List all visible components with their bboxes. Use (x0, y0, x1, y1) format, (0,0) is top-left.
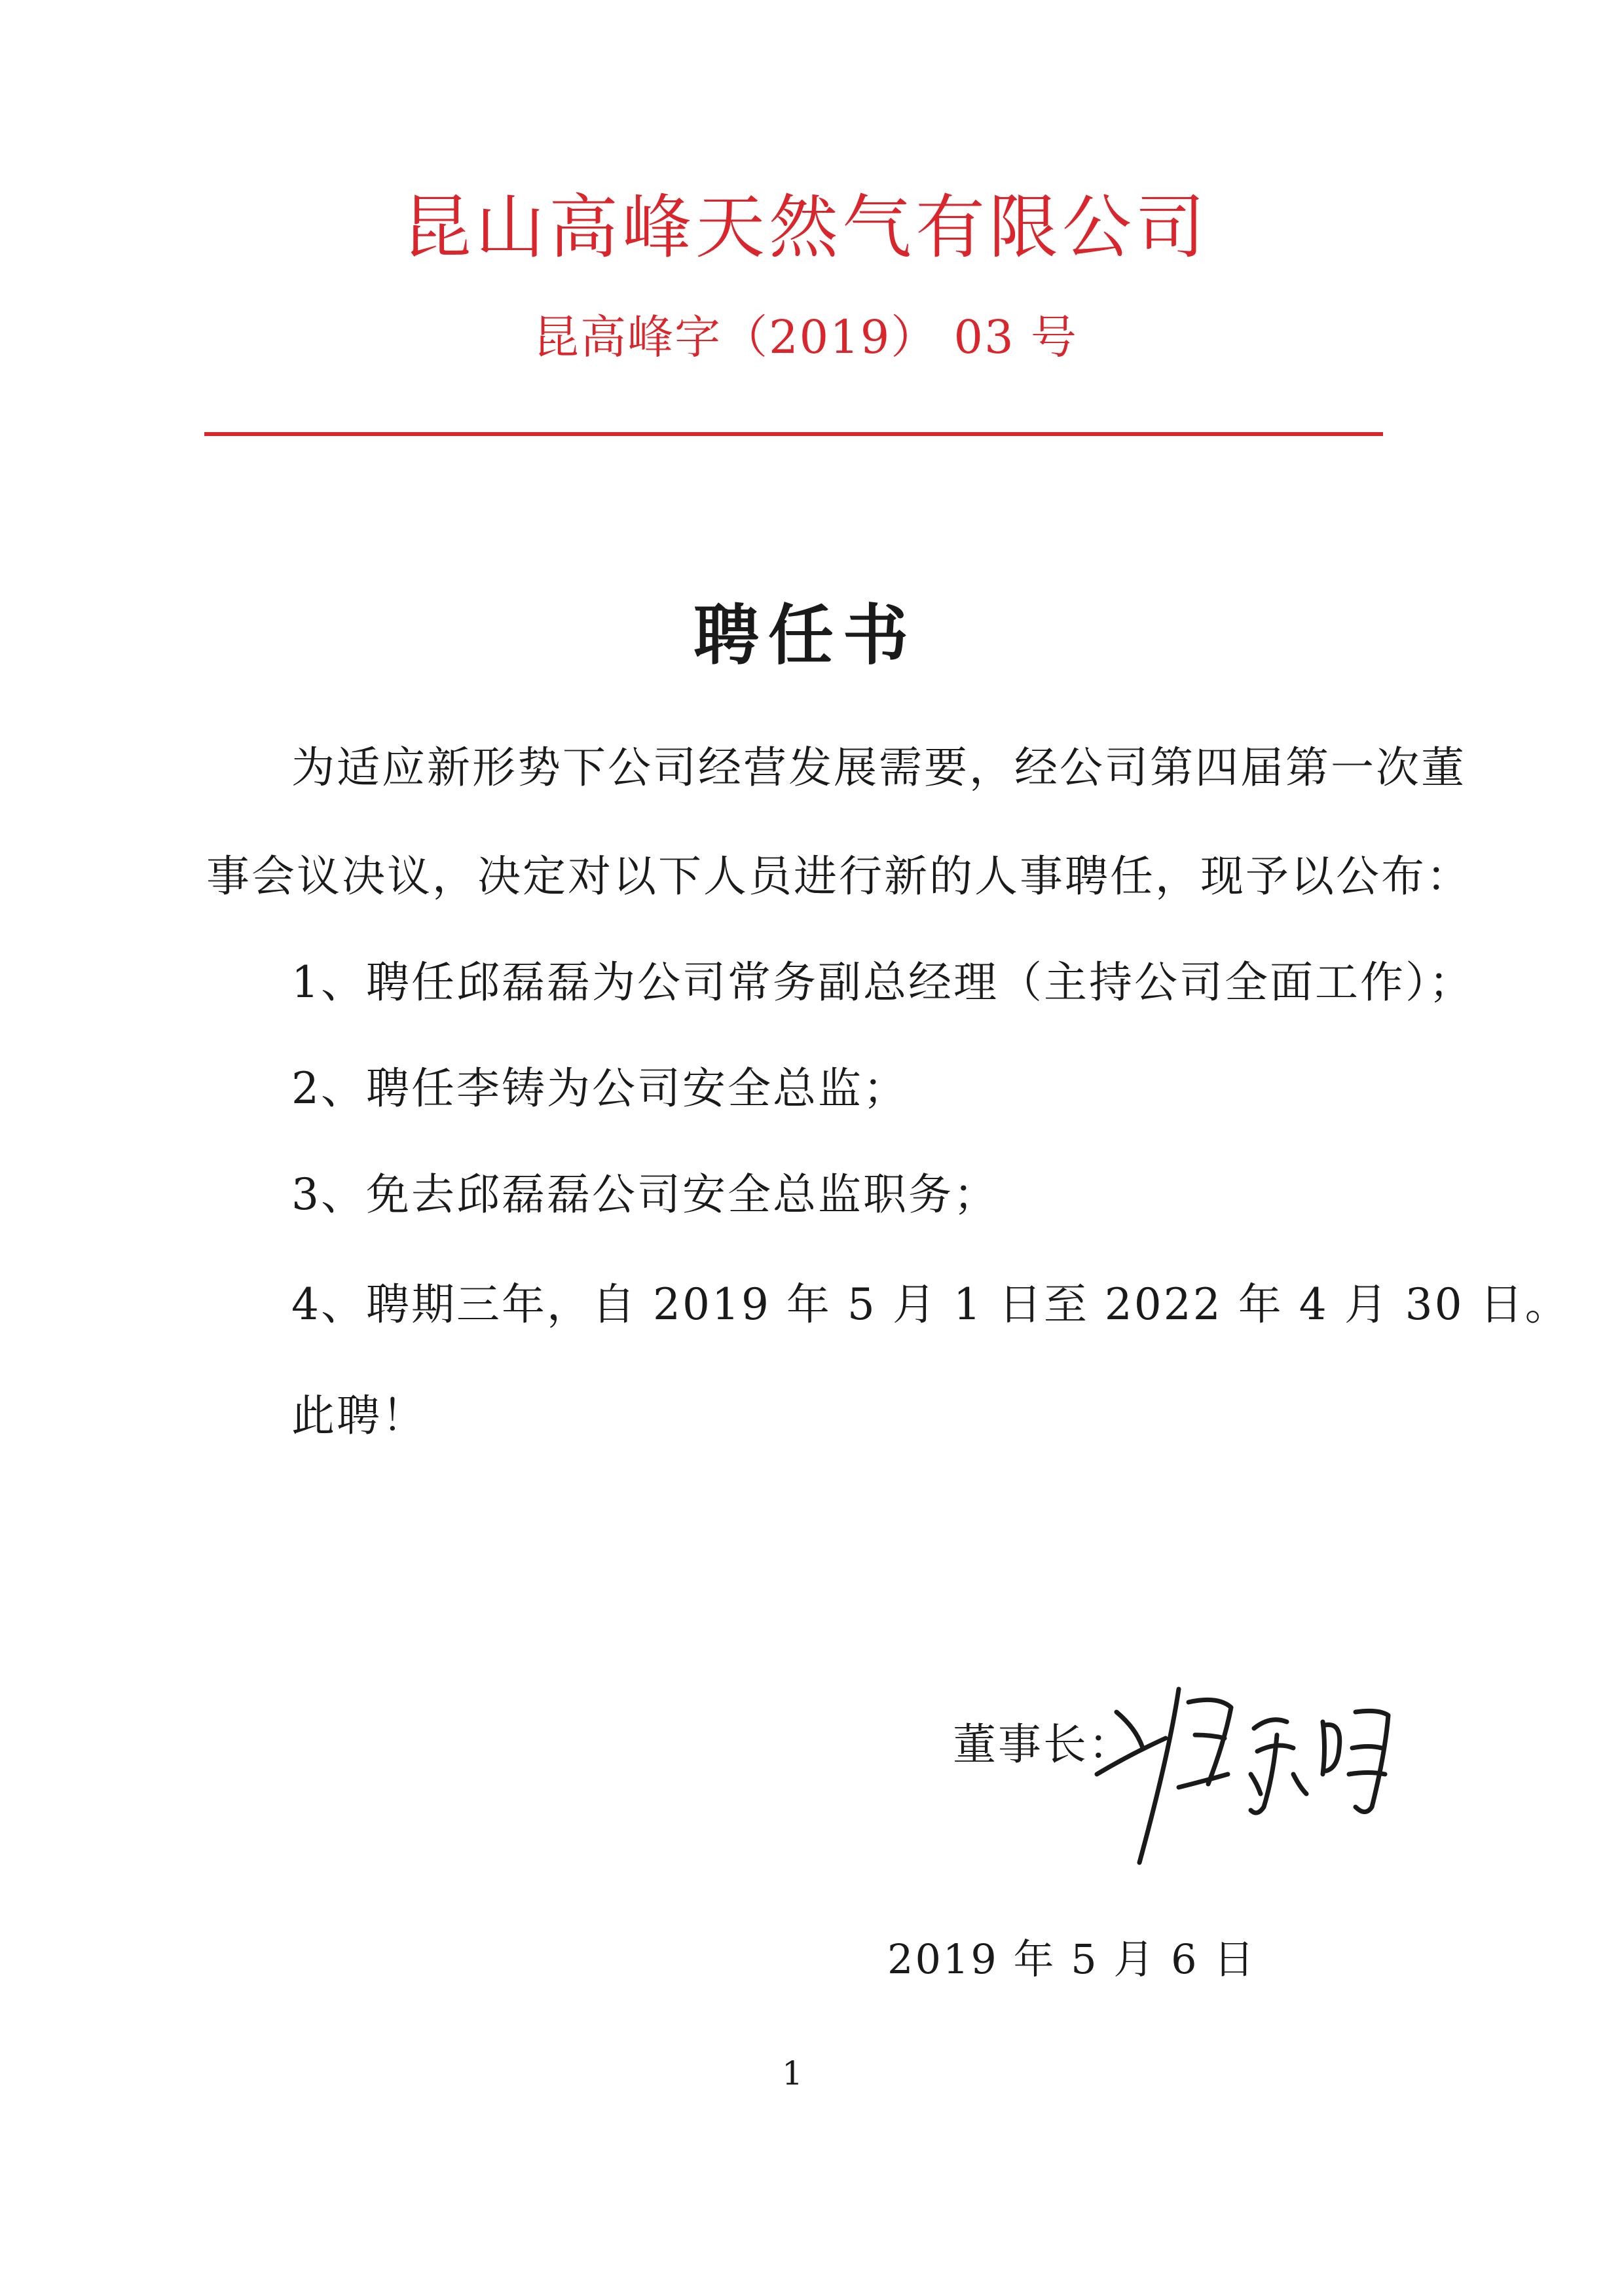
signing-date: 2019 年 5 月 6 日 (887, 1935, 1257, 1983)
body-intro-line-1: 为适应新形势下公司经营发展需要，经公司第四届第一次董 (291, 742, 1466, 793)
body-item-3: 3、免去邱磊磊公司安全总监职务； (291, 1169, 999, 1220)
document-title: 聘任书 (693, 596, 917, 674)
body-closing: 此聘！ (291, 1391, 427, 1441)
body-item-1: 1、聘任邱磊磊为公司常务副总经理（主持公司全面工作）； (291, 957, 1474, 1008)
body-item-4: 4、聘期三年，自 2019 年 5 月 1 日至 2022 年 4 月 30 日。 (291, 1279, 1570, 1330)
handwritten-signature (1090, 1676, 1405, 1872)
body-intro-line-2: 事会议决议，决定对以下人员进行新的人事聘任，现予以公布： (206, 851, 1471, 902)
letterhead-doc-number: 昆高峰字（2019） 03 号 (533, 310, 1078, 364)
page-number: 1 (782, 2054, 803, 2092)
signer-label: 董事长： (953, 1719, 1134, 1770)
letterhead-company-name: 昆山高峰天然气有限公司 (402, 187, 1209, 268)
letterhead-divider (204, 432, 1383, 436)
body-item-2: 2、聘任李铸为公司安全总监； (291, 1063, 908, 1114)
